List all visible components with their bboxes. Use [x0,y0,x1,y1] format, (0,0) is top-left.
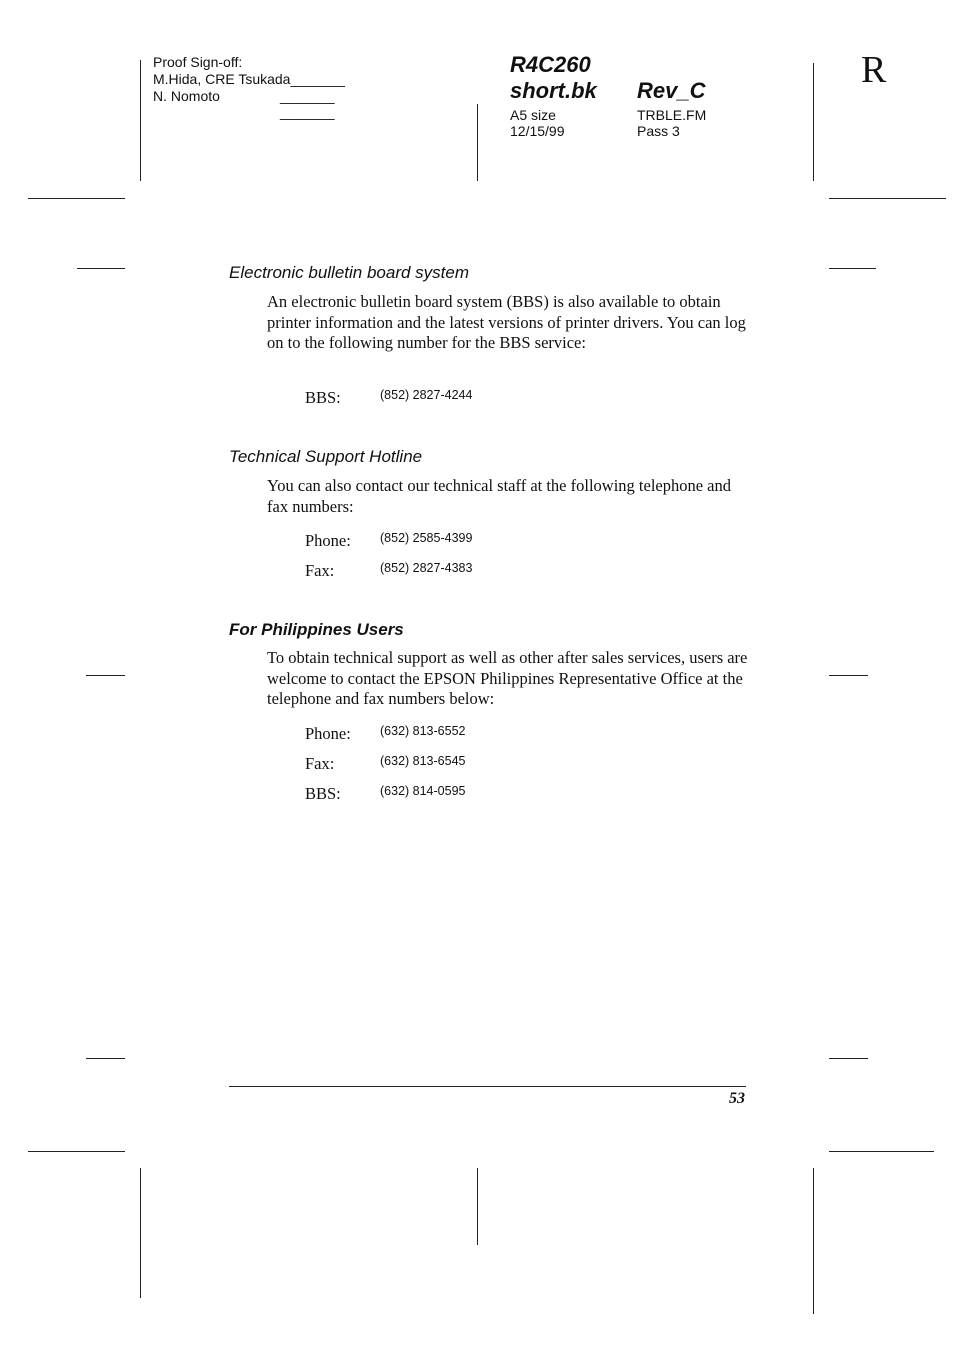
proof-signer-2: N. Nomoto [153,88,220,104]
proof-title: Proof Sign-off: [153,54,243,70]
footer-rule [229,1086,746,1087]
contact-label: Fax: [305,561,335,580]
crop-mark [829,1058,868,1059]
crop-mark [829,675,868,676]
crop-mark [28,198,125,199]
pass-number: Pass 3 [637,123,680,139]
right-page-marker: R [861,49,887,91]
proof-blank: _______ [280,88,335,104]
crop-mark [28,1151,125,1152]
crop-mark [813,1168,814,1314]
section-title-bbs: Electronic bulletin board system [229,263,470,282]
section-title-philippines: For Philippines Users [229,620,404,639]
crop-mark [86,1058,125,1059]
contact-value: (852) 2585-4399 [380,531,473,545]
contact-label: Phone: [305,724,351,743]
crop-mark [77,268,125,269]
proof-signer-1: M.Hida, CRE Tsukada_______ [153,71,345,87]
crop-mark [829,198,946,199]
contact-value: (852) 2827-4244 [380,388,473,402]
contact-value: (632) 814-0595 [380,784,466,798]
frame-file: TRBLE.FM [637,107,707,123]
revision: Rev_C [637,78,706,103]
contact-label: BBS: [305,784,341,803]
section-title-hotline: Technical Support Hotline [229,447,423,466]
contact-label: Fax: [305,754,335,773]
book-code: R4C260 [510,52,591,77]
page-size: A5 size [510,107,556,123]
contact-label: BBS: [305,388,341,407]
crop-mark [477,104,478,181]
section-paragraph-hotline: You can also contact our technical staff at the following telephone and fax numbers: [267,476,732,516]
contact-value: (632) 813-6552 [380,724,466,738]
crop-mark [829,268,876,269]
section-paragraph-bbs: An electronic bulletin board system (BBS) is also available to obtain printer information and the latest versions of printer drivers. You can log on to the following number for the BBS service: [267,292,746,352]
book-file: short.bk [510,78,597,103]
contact-label: Phone: [305,531,351,550]
proof-blank: _______ [280,104,335,120]
crop-mark [813,63,814,181]
crop-mark [140,1168,141,1298]
crop-mark [829,1151,934,1152]
crop-mark [86,675,125,676]
proof-date: 12/15/99 [510,123,565,139]
contact-value: (632) 813-6545 [380,754,466,768]
crop-mark [477,1168,478,1245]
page-number: 53 [729,1090,745,1107]
crop-mark [140,60,141,181]
contact-value: (852) 2827-4383 [380,561,473,575]
section-paragraph-philippines: To obtain technical support as well as other after sales services, users are welcome to contact the EPSON Philippines Representative Office at the telephone and fax numbers below: [267,648,748,708]
